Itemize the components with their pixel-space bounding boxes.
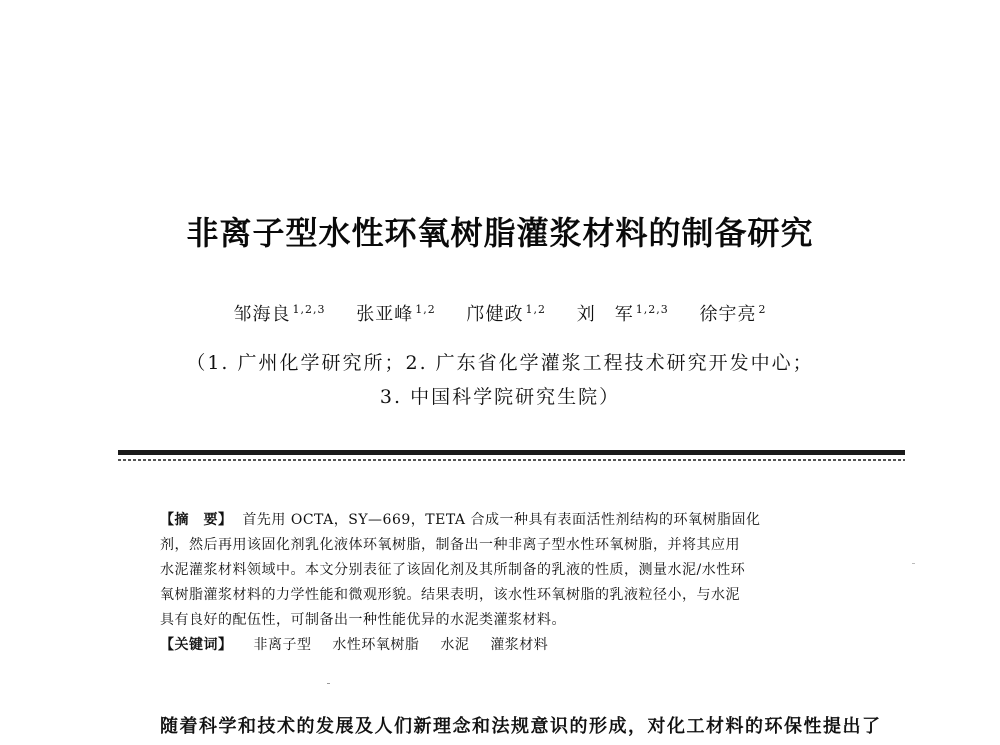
abstract-text: 首先用 OCTA，SY—669，TETA 合成一种具有表面活性剂结构的环氧树脂固化 <box>242 512 761 528</box>
keywords-line <box>160 633 878 658</box>
author-affiliation-marks: 1,2 <box>415 303 436 316</box>
abstract-line <box>160 508 878 533</box>
abstract-line: 剂，然后再用该固化剂乳化液体环氧树脂，制备出一种非离子型水性环氧树脂，并将其应用 <box>160 537 740 553</box>
keyword: 非离子型 <box>253 637 312 653</box>
author <box>467 300 547 326</box>
header-divider-thin <box>118 459 905 461</box>
author-list <box>0 300 1000 326</box>
abstract-label: 【摘 要】 <box>160 512 233 528</box>
abstract-line: 氧树脂灌浆材料的力学性能和微观形貌。结果表明，该水性环氧树脂的乳液粒径小，与水泥 <box>160 587 740 603</box>
author <box>577 300 669 326</box>
author <box>234 300 326 326</box>
author-name: 邝健政 <box>466 304 524 325</box>
author-affiliation-marks: 2 <box>758 303 767 316</box>
body-paragraph-first-line: 随着科学和技术的发展及人们新理念和法规意识的形成，对化工材料的环保性提出了 <box>160 716 882 737</box>
header-divider-thick <box>118 450 905 455</box>
keywords-label: 【关键词】 <box>160 637 233 653</box>
author-affiliation-marks: 1,2,3 <box>292 303 326 316</box>
author-name: 邹海良 <box>233 304 291 325</box>
author <box>356 300 436 326</box>
abstract-line: 具有良好的配伍性，可制备出一种性能优异的水泥类灌浆材料。 <box>160 612 566 628</box>
abstract-block <box>160 508 878 658</box>
affiliation-line-2: 3. 中国科学院研究生院） <box>379 386 621 408</box>
author-affiliation-marks: 1,2 <box>525 303 546 316</box>
keyword: 水泥 <box>440 637 470 653</box>
keyword: 灌浆材料 <box>490 637 549 653</box>
author-name: 张亚峰 <box>356 304 414 325</box>
affiliation-line-1: （1. 广州化学研究所；2. 广东省化学灌浆工程技术研究开发中心； <box>186 352 814 374</box>
author <box>699 300 766 326</box>
author-name: 刘 军 <box>576 304 634 325</box>
abstract-line: 水泥灌浆材料领域中。本文分别表征了该固化剂及其所制备的乳液的性质，测量水泥/水性环 <box>160 562 746 578</box>
scan-speck <box>912 563 915 564</box>
paper-title: 非离子型水性环氧树脂灌浆材料的制备研究 <box>186 214 814 252</box>
keyword: 水性环氧树脂 <box>332 637 420 653</box>
author-affiliation-marks: 1,2,3 <box>635 303 669 316</box>
scan-speck <box>327 683 330 684</box>
author-name: 徐宇亮 <box>699 304 757 325</box>
